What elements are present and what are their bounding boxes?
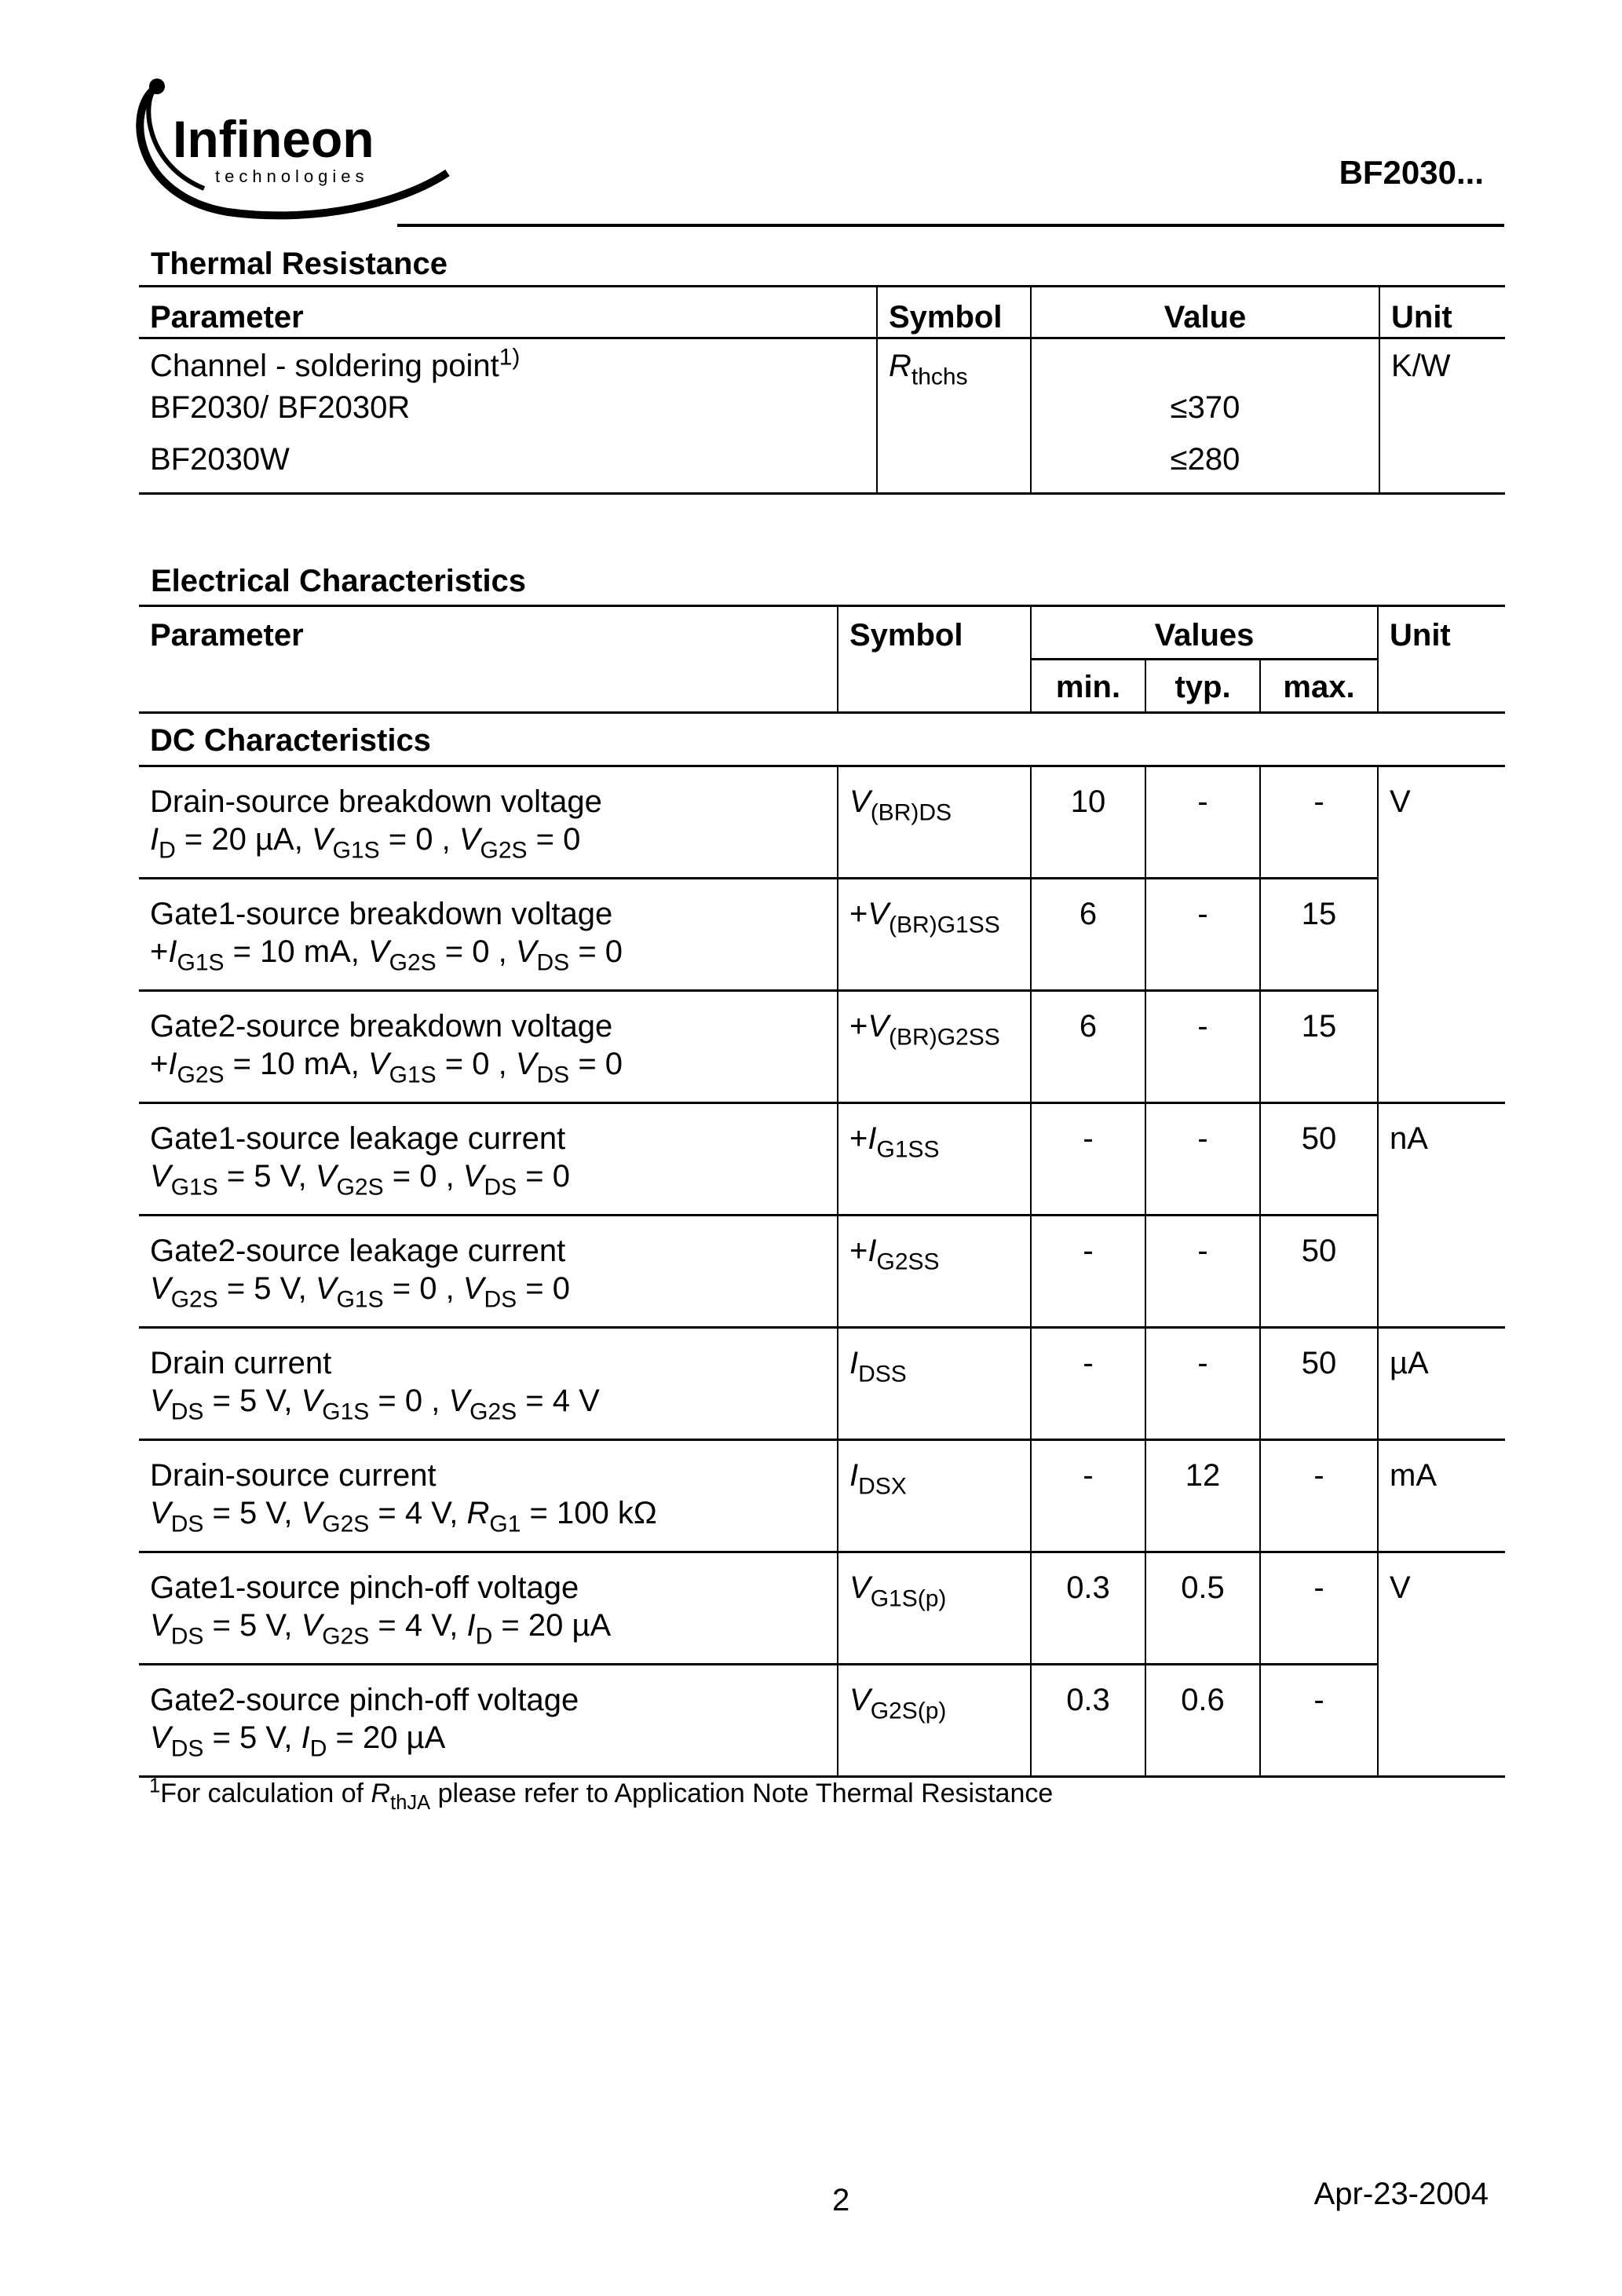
electrical-table <box>139 605 1505 1778</box>
th-symbol: Symbol <box>877 287 1031 338</box>
dc-title: DC Characteristics <box>150 723 431 758</box>
param-conditions: $+I_{G2S} = 10$ mA, $V_{G1S} = 0$ , $V_{DS} = 0$ <box>150 1047 623 1088</box>
val-unit: mA <box>1378 1440 1505 1552</box>
param-symbol: $I_{DSS}$ <box>838 1328 1031 1384</box>
val-unit: nA <box>1378 1103 1505 1328</box>
thermal-row-name: BF2030W <box>150 441 290 477</box>
param-conditions: $V_{DS} = 5$ V, $V_{G1S} = 0$ , $V_{G2S} = 4$ V <box>150 1384 600 1425</box>
thermal-unit: K/W <box>1379 338 1505 390</box>
param-name: Gate1-source pinch-off voltage <box>150 1570 579 1605</box>
val-typ: - <box>1145 879 1260 935</box>
document-date: Apr-23-2004 <box>1313 2177 1489 2211</box>
th-unit: Unit <box>1378 606 1505 660</box>
param-conditions: $I_D = 20$ µA, $V_{G1S} = 0$ , $V_{G2S} = 0$ <box>150 822 581 864</box>
val-typ: - <box>1145 766 1260 823</box>
param-conditions: $+I_{G1S} = 10$ mA, $V_{G2S} = 0$ , $V_{DS} = 0$ <box>150 934 623 976</box>
thermal-row-value: ≤370 <box>1031 390 1379 442</box>
val-max: 15 <box>1260 991 1378 1047</box>
electrical-title: Electrical Characteristics <box>151 564 527 598</box>
param-name: Gate2-source leakage current <box>150 1234 566 1268</box>
val-typ: 12 <box>1145 1440 1260 1497</box>
th-parameter: Parameter <box>150 300 304 335</box>
param-name: Drain-source breakdown voltage <box>150 784 602 819</box>
param-name: Gate1-source leakage current <box>150 1121 566 1156</box>
val-min: - <box>1031 1328 1145 1384</box>
val-typ: - <box>1145 1328 1260 1384</box>
thermal-table <box>139 285 1505 495</box>
brand-subtitle: technologies <box>215 166 369 186</box>
val-max: - <box>1260 1440 1378 1497</box>
thermal-row-name: BF2030/ BF2030R <box>150 389 411 425</box>
val-max: - <box>1260 1552 1378 1609</box>
val-typ: - <box>1145 991 1260 1047</box>
param-conditions: $V_{DS} = 5$ V, $V_{G2S} = 4$ V, $I_D = 20$ µA <box>150 1608 612 1650</box>
page-number: 2 <box>832 2183 850 2217</box>
val-min: 10 <box>1031 766 1145 823</box>
param-name: Gate2-source breakdown voltage <box>150 1009 613 1044</box>
val-typ: - <box>1145 1103 1260 1160</box>
val-max: 15 <box>1260 879 1378 935</box>
val-min: - <box>1031 1440 1145 1497</box>
part-number: BF2030... <box>1339 154 1484 191</box>
th-symbol: Symbol <box>838 606 1031 660</box>
th-min: min. <box>1031 660 1145 713</box>
val-typ: - <box>1145 1216 1260 1272</box>
param-symbol: $+I_{G1SS}$ <box>838 1103 1031 1160</box>
param-name: Drain-source current <box>150 1458 437 1493</box>
thermal-row-value: ≤280 <box>1031 442 1379 494</box>
val-max: 50 <box>1260 1216 1378 1272</box>
param-symbol: $V_{(BR)DS}$ <box>838 766 1031 823</box>
th-unit: Unit <box>1379 287 1505 338</box>
param-conditions: $V_{G1S} = 5$ V, $V_{G2S} = 0$ , $V_{DS} = 0$ <box>150 1159 571 1201</box>
val-min: 6 <box>1031 879 1145 935</box>
th-max: max. <box>1260 660 1378 713</box>
param-name: Gate1-source breakdown voltage <box>150 897 613 931</box>
param-symbol: $V_{G1S(p)}$ <box>838 1552 1031 1609</box>
infineon-logo <box>133 79 463 236</box>
th-parameter: Parameter <box>150 618 304 653</box>
val-typ: 0.5 <box>1145 1552 1260 1609</box>
val-unit: µA <box>1378 1328 1505 1440</box>
th-value: Value <box>1031 287 1379 338</box>
param-symbol: $+I_{G2SS}$ <box>838 1216 1031 1272</box>
param-symbol: $I_{DSX}$ <box>838 1440 1031 1497</box>
param-conditions: $V_{DS} = 5$ V, $I_D = 20$ µA <box>150 1720 446 1762</box>
brand-wordmark: Infineon <box>173 110 374 168</box>
th-typ: typ. <box>1145 660 1260 713</box>
val-max: 50 <box>1260 1328 1378 1384</box>
val-min: 6 <box>1031 991 1145 1047</box>
param-symbol: $+V_{(BR)G1SS}$ <box>838 879 1031 935</box>
val-max: - <box>1260 766 1378 823</box>
footnote: $^1$For calculation of $R_{thJA}$ please refer to Application Note Thermal Resistance <box>149 1775 1054 1814</box>
thermal-param: Channel - soldering point$^{1)}$ <box>150 344 521 383</box>
val-max: - <box>1260 1665 1378 1721</box>
val-min: - <box>1031 1216 1145 1272</box>
thermal-title: Thermal Resistance <box>151 247 448 281</box>
param-name: Gate2-source pinch-off voltage <box>150 1683 579 1717</box>
param-conditions: $V_{G2S} = 5$ V, $V_{G1S} = 0$ , $V_{DS} = 0$ <box>150 1271 571 1313</box>
val-min: 0.3 <box>1031 1552 1145 1609</box>
val-unit: V <box>1378 766 1505 1103</box>
th-values: Values <box>1031 606 1378 660</box>
val-min: - <box>1031 1103 1145 1160</box>
val-typ: 0.6 <box>1145 1665 1260 1721</box>
param-name: Drain current <box>150 1346 332 1380</box>
val-unit: V <box>1378 1552 1505 1777</box>
param-symbol: $V_{G2S(p)}$ <box>838 1665 1031 1721</box>
header-rule <box>397 224 1504 227</box>
param-symbol: $+V_{(BR)G2SS}$ <box>838 991 1031 1047</box>
val-max: 50 <box>1260 1103 1378 1160</box>
param-conditions: $V_{DS} = 5$ V, $V_{G2S} = 4$ V, $R_{G1} = 100$ kΩ <box>150 1496 657 1537</box>
thermal-symbol: $R_{thchs}$ <box>877 338 1031 390</box>
val-min: 0.3 <box>1031 1665 1145 1721</box>
